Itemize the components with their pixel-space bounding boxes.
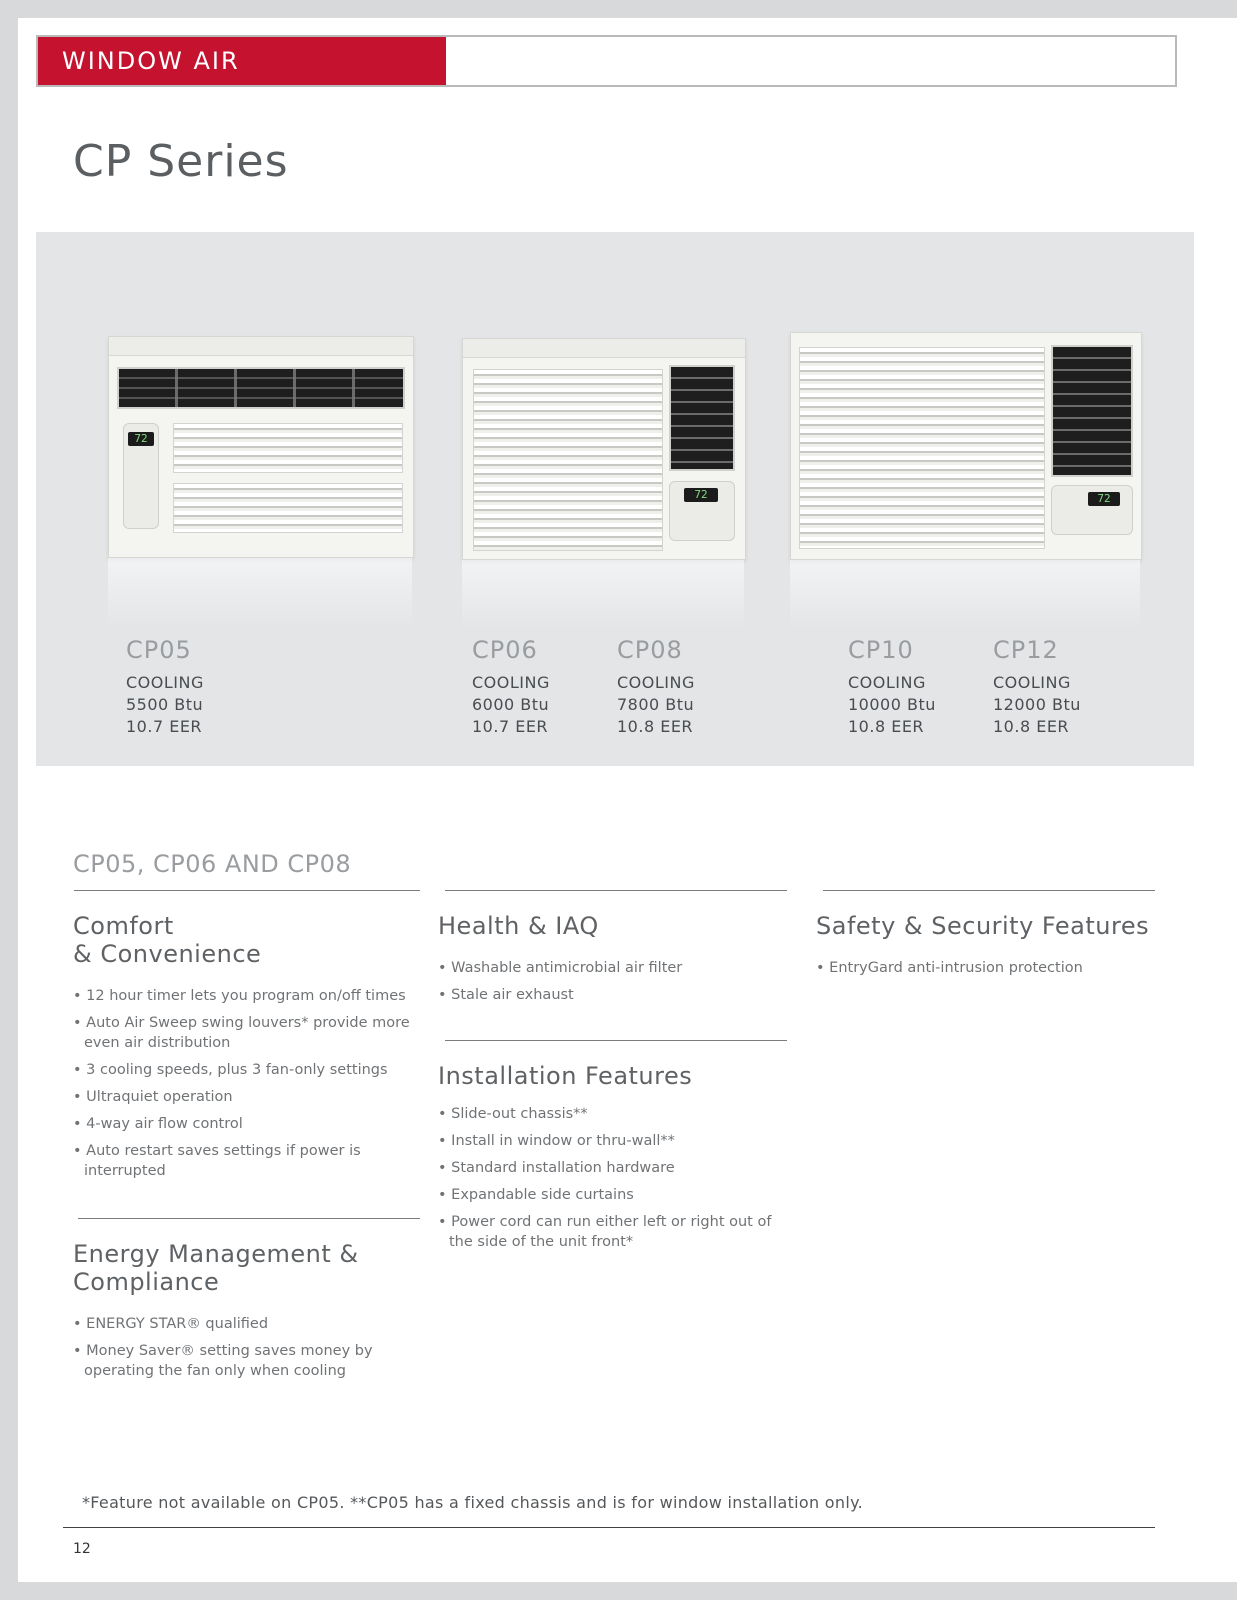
health-feature-list xyxy=(438,958,778,1012)
model-eer: 10.8 EER xyxy=(617,717,694,736)
model-cooling: COOLING xyxy=(617,673,695,692)
energy-title-line2: Compliance xyxy=(73,1268,220,1296)
model-name: CP06 xyxy=(472,636,538,664)
model-btu: 10000 Btu xyxy=(848,695,936,714)
comfort-title-line1: Comfort xyxy=(73,912,174,940)
divider xyxy=(78,1218,420,1219)
list-item: • Install in window or thru-wall** xyxy=(438,1131,778,1151)
health-title: Health & IAQ xyxy=(438,912,599,940)
list-item: • Washable antimicrobial air filter xyxy=(438,958,778,978)
list-item: • EntryGard anti-intrusion protection xyxy=(816,958,1146,978)
energy-title xyxy=(73,1240,359,1296)
model-name: CP05 xyxy=(126,636,192,664)
model-eer: 10.7 EER xyxy=(126,717,203,736)
list-item: • Expandable side curtains xyxy=(438,1185,778,1205)
model-cooling: COOLING xyxy=(848,673,926,692)
page-number: 12 xyxy=(73,1541,91,1557)
cp08-lcd-display: 72 xyxy=(684,488,718,502)
list-item: • Auto restart saves settings if power is interrupted xyxy=(73,1141,413,1181)
model-cp10 xyxy=(848,636,936,738)
model-cooling: COOLING xyxy=(472,673,550,692)
model-cp08 xyxy=(617,636,695,738)
model-btu: 6000 Btu xyxy=(472,695,550,714)
list-item: • Standard installation hardware xyxy=(438,1158,778,1178)
list-item: • Auto Air Sweep swing louvers* provide more even air distribution xyxy=(73,1013,413,1053)
divider xyxy=(445,1040,787,1041)
model-btu: 7800 Btu xyxy=(617,695,695,714)
cp05-control-panel xyxy=(123,423,159,529)
cp08-louvers xyxy=(473,369,663,551)
cp12-side-vent xyxy=(1051,345,1133,477)
list-item: • Money Saver® setting saves money by operating the fan only when cooling xyxy=(73,1341,413,1381)
safety-title: Safety & Security Features xyxy=(816,912,1150,940)
model-btu: 5500 Btu xyxy=(126,695,204,714)
list-item: • Ultraquiet operation xyxy=(73,1087,413,1107)
list-item: • Stale air exhaust xyxy=(438,985,778,1005)
footnote: *Feature not available on CP05. **CP05 has a fixed chassis and is for window installation only. xyxy=(82,1493,863,1512)
list-item: • 12 hour timer lets you program on/off times xyxy=(73,986,413,1006)
installation-title: Installation Features xyxy=(438,1062,693,1090)
divider xyxy=(445,890,787,891)
page-title: CP Series xyxy=(73,136,289,187)
cp05-louvers-lower xyxy=(173,483,403,533)
model-eer: 10.8 EER xyxy=(848,717,925,736)
model-eer: 10.8 EER xyxy=(993,717,1070,736)
energy-title-line1: Energy Management & xyxy=(73,1240,359,1268)
divider xyxy=(74,890,420,891)
model-cp12 xyxy=(993,636,1081,738)
cp12-control-panel xyxy=(1051,485,1133,535)
list-item: • Power cord can run either left or right out of the side of the unit front* xyxy=(438,1212,778,1252)
list-item: • ENERGY STAR® qualified xyxy=(73,1314,413,1334)
list-item: • 4-way air flow control xyxy=(73,1114,413,1134)
model-btu: 12000 Btu xyxy=(993,695,1081,714)
features-heading: CP05, CP06 AND CP08 xyxy=(73,850,352,878)
model-cp06 xyxy=(472,636,550,738)
list-item: • Slide-out chassis** xyxy=(438,1104,778,1124)
page xyxy=(18,18,1237,1582)
banner-label: WINDOW AIR CONDITIONERS xyxy=(38,37,446,85)
safety-feature-list xyxy=(816,958,1146,985)
cp05-lcd-display: 72 xyxy=(128,432,154,446)
section-banner xyxy=(36,35,1177,123)
cp05-top-vent xyxy=(117,367,405,409)
model-cp05 xyxy=(126,636,204,738)
cp10-cp12-unit-image xyxy=(790,332,1142,560)
model-name: CP08 xyxy=(617,636,683,664)
comfort-title-line2: & Convenience xyxy=(73,940,262,968)
installation-feature-list xyxy=(438,1104,778,1259)
model-cooling: COOLING xyxy=(126,673,204,692)
model-name: CP10 xyxy=(848,636,914,664)
cp06-cp08-unit-image xyxy=(462,338,746,560)
list-item: • 3 cooling speeds, plus 3 fan-only settings xyxy=(73,1060,413,1080)
cp12-lcd-display: 72 xyxy=(1088,492,1120,506)
energy-feature-list xyxy=(73,1314,413,1388)
product-hero xyxy=(36,232,1194,766)
divider xyxy=(823,890,1155,891)
footer-rule xyxy=(63,1527,1155,1528)
cp12-louvers xyxy=(799,347,1045,549)
cp05-unit-image xyxy=(108,336,414,558)
cp05-louvers-upper xyxy=(173,423,403,473)
comfort-title xyxy=(73,912,261,968)
model-cooling: COOLING xyxy=(993,673,1071,692)
cp08-side-vent xyxy=(669,365,735,471)
model-eer: 10.7 EER xyxy=(472,717,549,736)
model-name: CP12 xyxy=(993,636,1059,664)
cp08-control-panel xyxy=(669,481,735,541)
comfort-feature-list xyxy=(73,986,413,1188)
